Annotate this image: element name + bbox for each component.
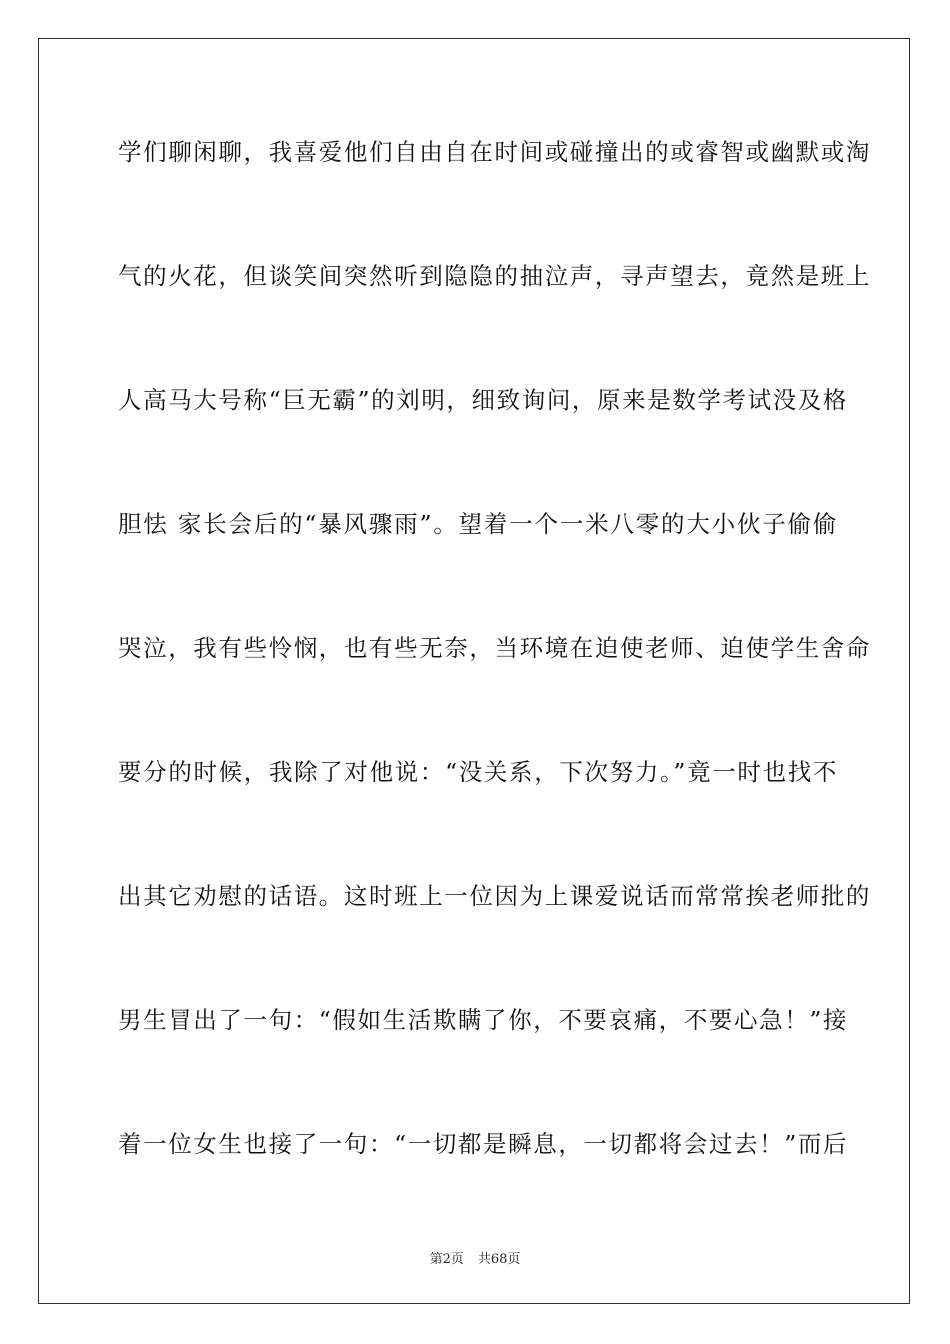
- text-line: 胆怯 家长会后的“暴风骤雨”。望着一个一米八零的大小伙子偷偷: [118, 510, 838, 538]
- text-line: 学们聊闲聊，我喜爱他们自由自在时间或碰撞出的或睿智或幽默或淘: [118, 138, 871, 166]
- text-line: 着一位女生也接了一句：“一切都是瞬息，一切都将会过去！”而后: [118, 1130, 849, 1158]
- text-line: 男生冒出了一句：“假如生活欺瞒了你，不要哀痛，不要心急！”接: [118, 1006, 849, 1034]
- text-line: 出其它劝慰的话语。这时班上一位因为上课爱说话而常常挨老师批的: [118, 882, 871, 910]
- text-line: 要分的时候，我除了对他说：“没关系，下次努力。”竟一时也找不: [118, 758, 838, 786]
- text-line: 人高马大号称“巨无霸”的刘明，细致询问，原来是数学考试没及格: [118, 386, 849, 414]
- total-pages: 共68页: [477, 1252, 521, 1267]
- page-number: 第2页: [429, 1252, 464, 1267]
- document-body: [118, 128, 871, 1244]
- text-line: 哭泣，我有些怜悯，也有些无奈，当环境在迫使老师、迫使学生舍命: [118, 634, 871, 662]
- text-line: 气的火花，但谈笑间突然听到隐隐的抽泣声，寻声望去，竟然是班上: [118, 262, 871, 290]
- page-footer: [0, 1248, 950, 1267]
